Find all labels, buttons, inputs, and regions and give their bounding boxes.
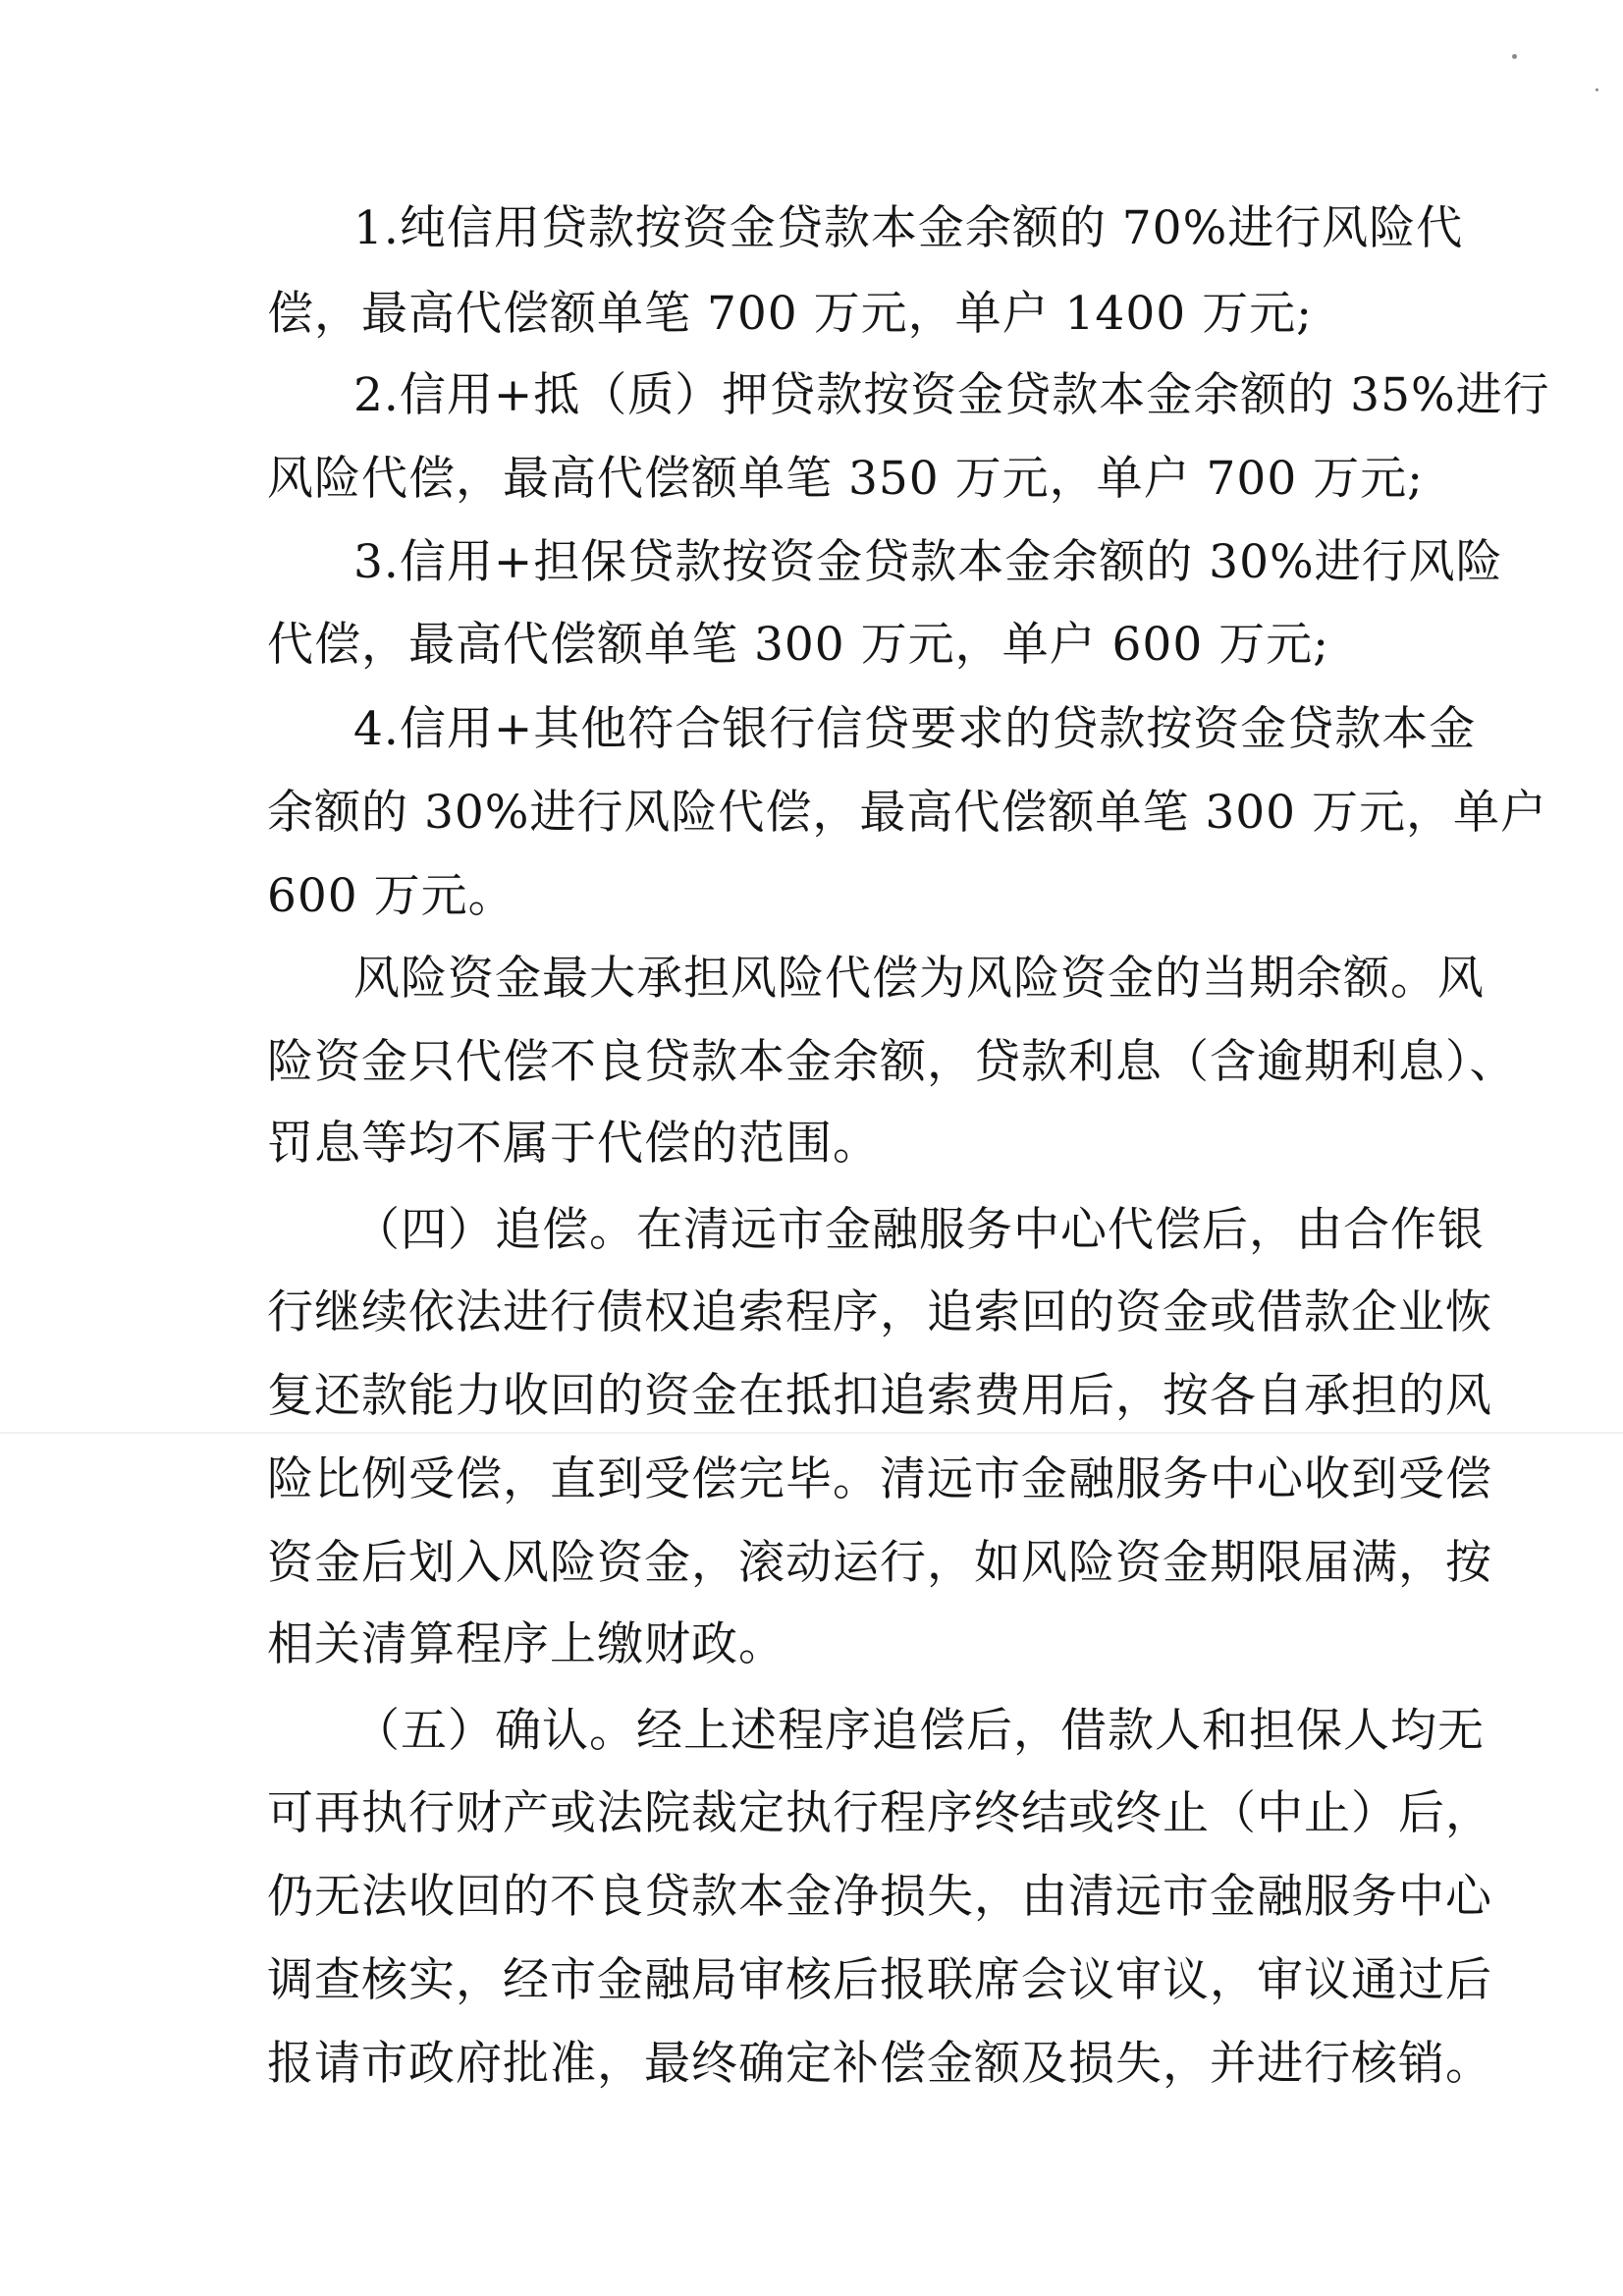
text-line: 4.信用+其他符合银行信贷要求的贷款按资金贷款本金: [353, 702, 1477, 756]
text-line: 仍无法收回的不良贷款本金净损失，由清远市金融服务中心: [267, 1870, 1492, 1924]
scan-speck: [1512, 54, 1517, 59]
text-line: 相关清算程序上缴财政。: [267, 1617, 785, 1671]
text-line: 可再执行财产或法院裁定执行程序终结或终止（中止）后，: [267, 1786, 1492, 1840]
text-line: 偿，最高代偿额单笔 700 万元，单户 1400 万元;: [267, 287, 1313, 341]
scan-speck: [1596, 88, 1598, 91]
text-line: （四）追偿。在清远市金融服务中心代偿后，由合作银: [353, 1203, 1485, 1257]
text-line: 复还款能力收回的资金在抵扣追索费用后，按各自承担的风: [267, 1369, 1492, 1423]
scan-fold-line: [0, 1432, 1623, 1434]
text-line: 3.信用+担保贷款按资金贷款本金余额的 30%进行风险: [353, 535, 1503, 589]
text-line: 调查核实，经市金融局审核后报联席会议审议，审议通过后: [267, 1953, 1492, 2007]
text-line: 行继续依法进行债权追索程序，追索回的资金或借款企业恢: [267, 1285, 1492, 1339]
text-line: （五）确认。经上述程序追偿后，借款人和担保人均无: [353, 1704, 1485, 1758]
text-line: 600 万元。: [267, 869, 515, 923]
text-line: 风险代偿，最高代偿额单笔 350 万元，单户 700 万元;: [267, 452, 1425, 506]
text-line: 险比例受偿，直到受偿完毕。清远市金融服务中心收到受偿: [267, 1452, 1492, 1506]
text-line: 罚息等均不属于代偿的范围。: [267, 1117, 880, 1171]
text-line: 险资金只代偿不良贷款本金余额，贷款利息（含逾期利息）、: [267, 1035, 1517, 1089]
text-line: 代偿，最高代偿额单笔 300 万元，单户 600 万元;: [267, 618, 1330, 672]
text-line: 1.纯信用贷款按资金贷款本金余额的 70%进行风险代: [353, 201, 1464, 255]
text-line: 风险资金最大承担风险代偿为风险资金的当期余额。风: [353, 952, 1485, 1006]
text-line: 资金后划入风险资金，滚动运行，如风险资金期限届满，按: [267, 1536, 1492, 1590]
text-line: 报请市政府批准，最终确定补偿金额及损失，并进行核销。: [267, 2037, 1492, 2091]
text-line: 余额的 30%进行风险代偿，最高代偿额单笔 300 万元，单户: [267, 786, 1547, 840]
text-line: 2.信用+抵（质）押贷款按资金贷款本金余额的 35%进行: [353, 368, 1550, 422]
